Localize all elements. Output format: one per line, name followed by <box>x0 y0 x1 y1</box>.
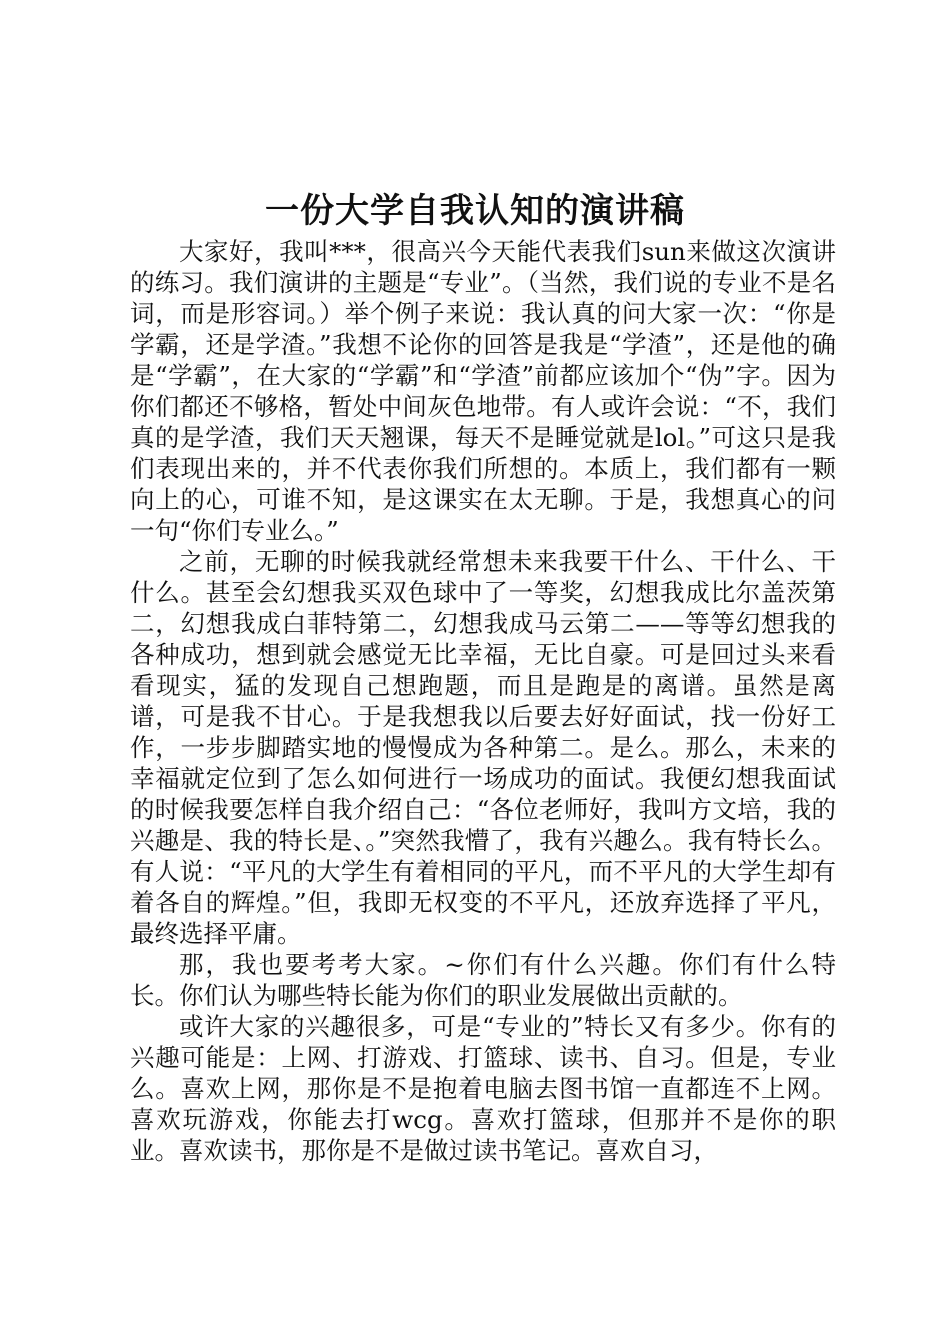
paragraph-3: 那，我也要考考大家。~你们有什么兴趣。你们有什么特长。你们认为哪些特长能为你们的职业发展做出贡献的。 <box>130 950 836 1010</box>
document-body <box>130 236 836 1166</box>
document-title: 一份大学自我认知的演讲稿 <box>265 191 685 231</box>
paragraph-1: 大家好，我叫***，很高兴今天能代表我们sun来做这次演讲的练习。我们演讲的主题是“专业”。（当然，我们说的专业不是名词，而是形容词。）举个例子来说：我认真的问大家一次：“你是学霸，还是学渣。”我想不论你的回答是我是“学渣”，还是他的确是“学霸”，在大家的“学霸”和“学渣”前都应该加个“伪”字。因为你们都还不够格，暂处中间灰色地带。有人或许会说：“不，我们真的是学渣，我们天天翘课，每天不是睡觉就是lol。”可这只是我们表现出来的，并不代表你我们所想的。本质上，我们都有一颗向上的心，可谁不知，是这课实在太无聊。于是，我想真心的问一句“你们专业么。” <box>130 237 836 545</box>
paragraph-2: 之前，无聊的时候我就经常想未来我要干什么、干什么、干什么。甚至会幻想我买双色球中了一等奖，幻想我成比尔盖茨第二，幻想我成白菲特第二，幻想我成马云第二——等等幻想我的各种成功，想到就会感觉无比幸福，无比自豪。可是回过头来看看现实，猛的发现自己想跑题，而且是跑是的离谱。虽然是离谱，可是我不甘心。于是我想我以后要去好好面试，找一份好工作，一步步脚踏实地的慢慢成为各种第二。是么。那么，未来的幸福就定位到了怎么如何进行一场成功的面试。我便幻想我面试的时候我要怎样自我介绍自己：“各位老师好，我叫方文培，我的兴趣是、我的特长是、。”突然我懵了，我有兴趣么。我有特长么。有人说：“平凡的大学生有着相同的平凡，而不平凡的大学生却有着各自的辉煌。”但，我即无权变的不平凡，还放弃选择了平凡，最终选择平庸。 <box>130 547 836 948</box>
paragraph-4: 或许大家的兴趣很多，可是“专业的”特长又有多少。你有的兴趣可能是：上网、打游戏、打篮球、读书、自习。但是，专业么。喜欢上网，那你是不是抱着电脑去图书馆一直都连不上网。喜欢玩游戏，你能去打wcg。喜欢打篮球，但那并不是你的职业。喜欢读书，那你是不是做过读书笔记。喜欢自习， <box>130 1012 836 1165</box>
